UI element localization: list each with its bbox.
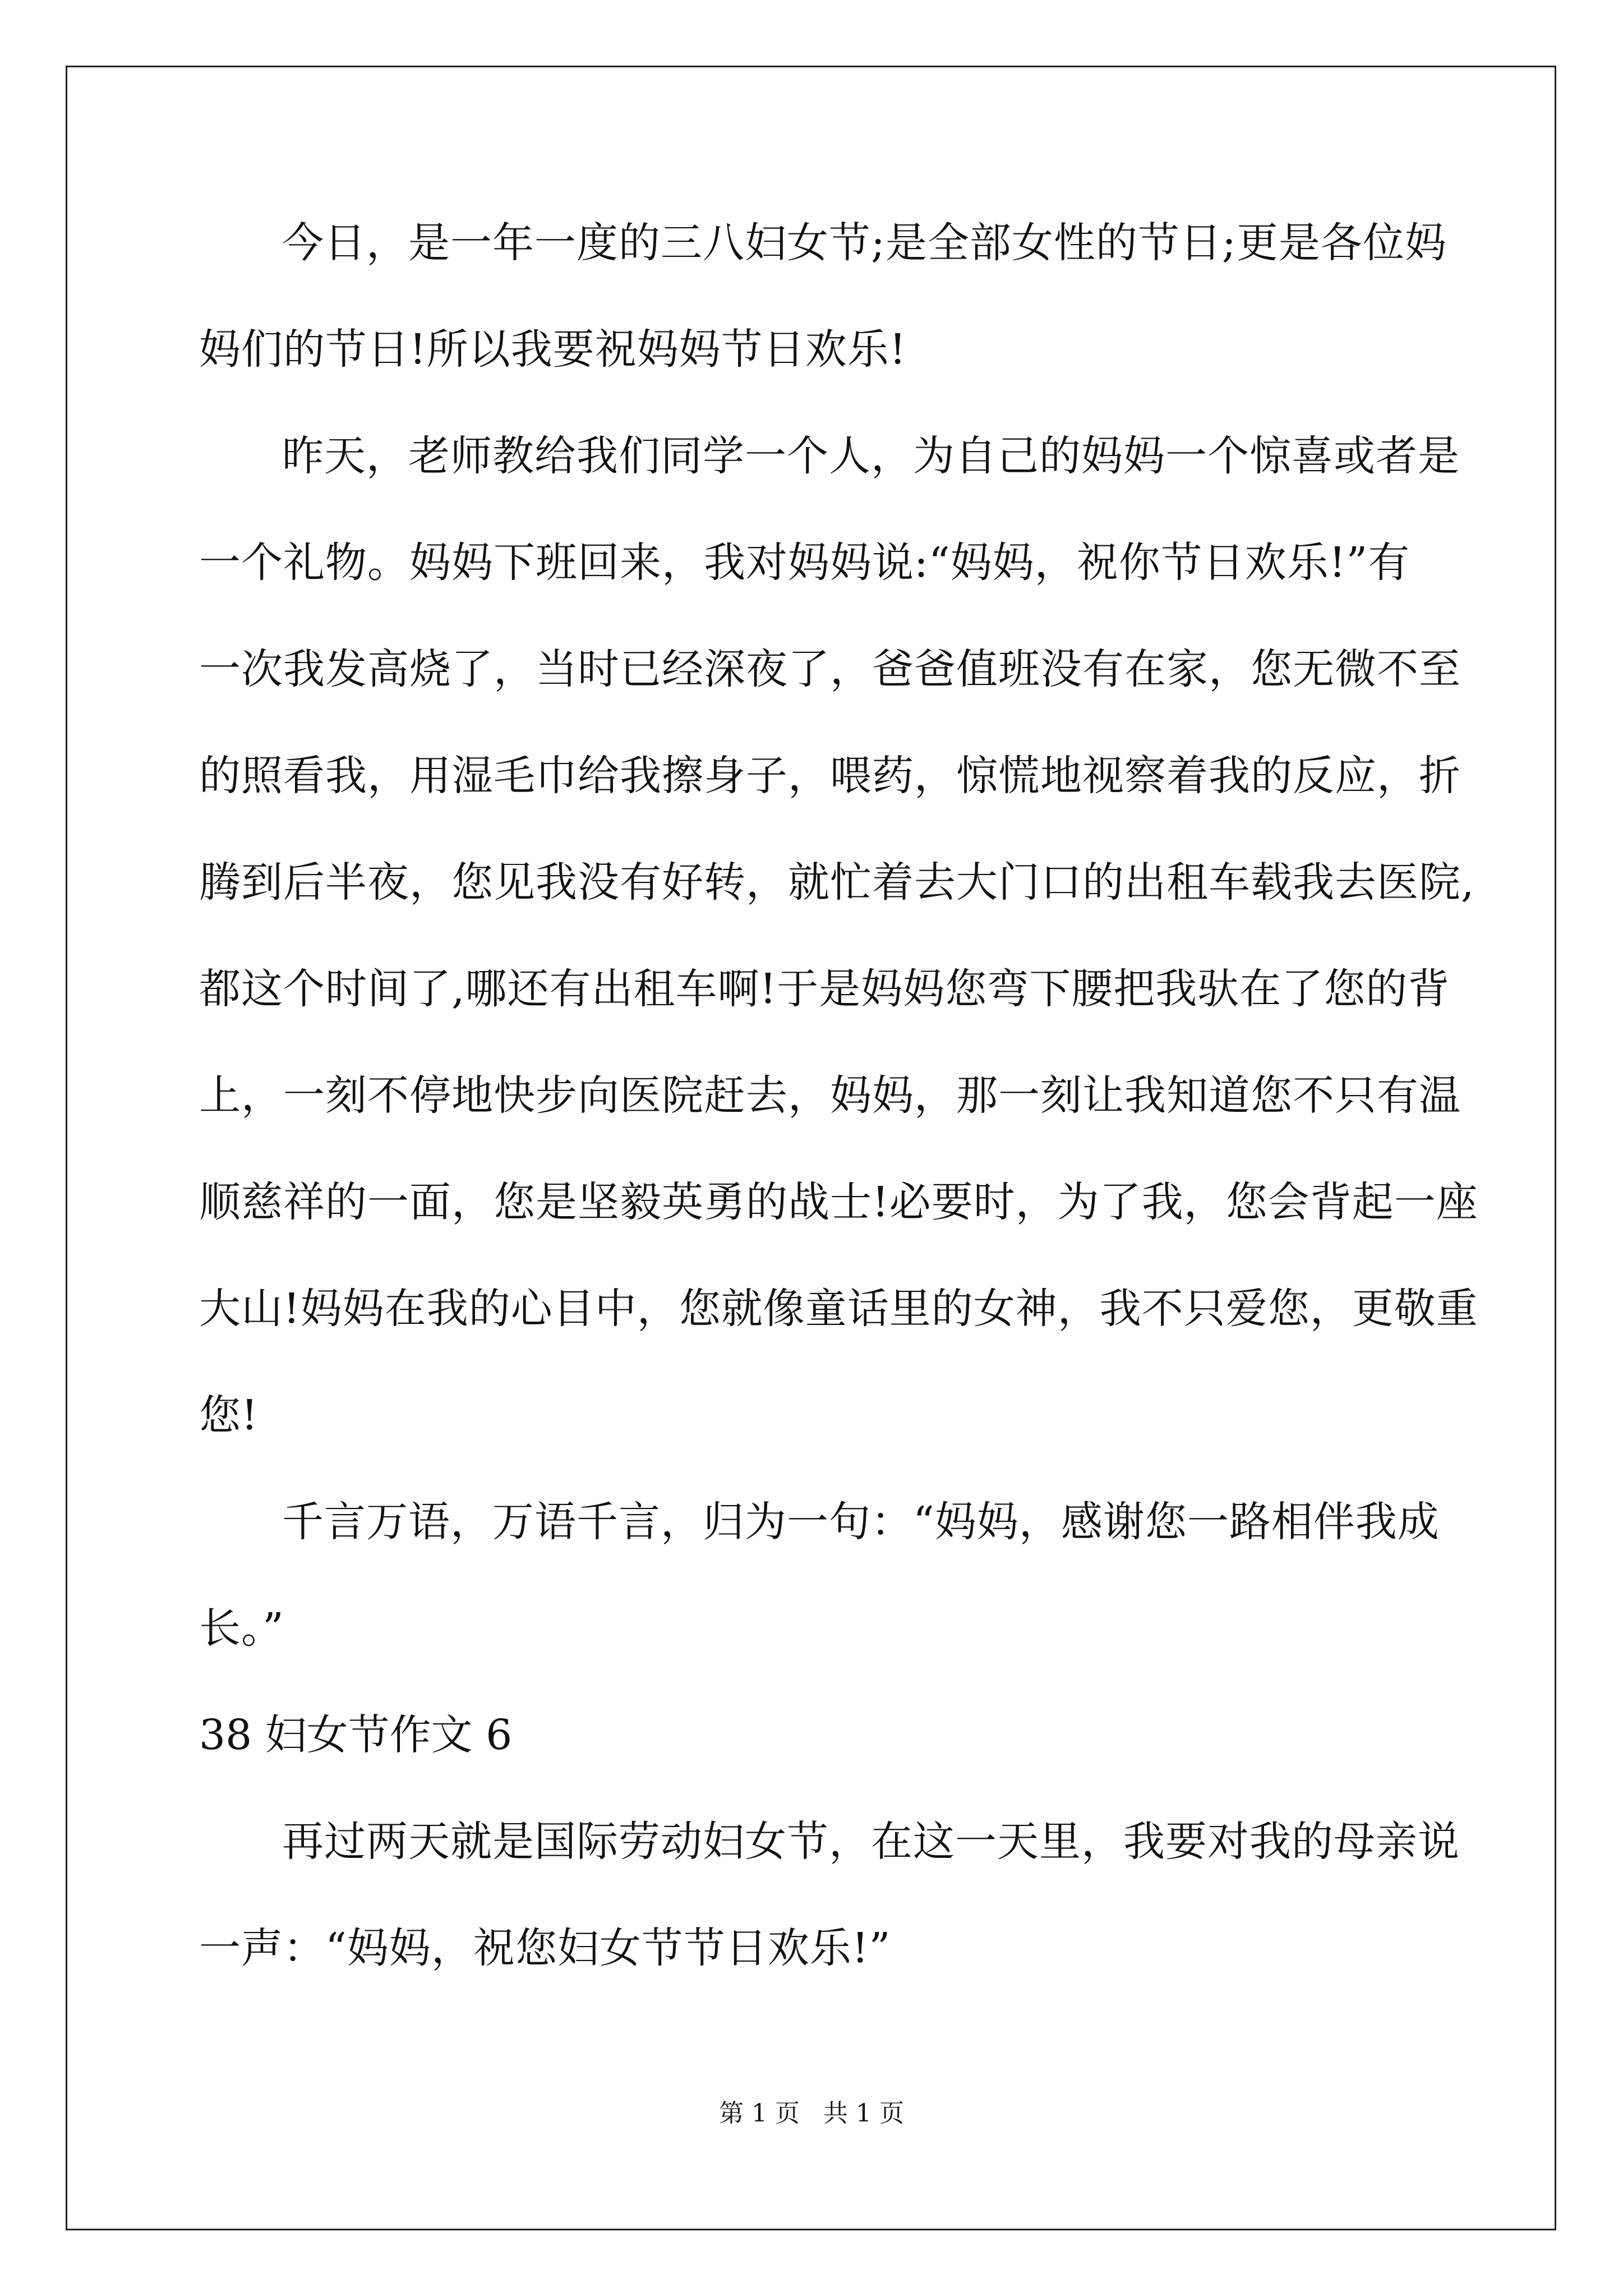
paragraph-4-line-2: 一声：“妈妈，祝您妇女节节日欢乐!” bbox=[199, 1924, 891, 1972]
paragraph-4-line-1: 再过两天就是国际劳动妇女节，在这一天里，我要对我的母亲说 bbox=[282, 1818, 1460, 1866]
paragraph-2-line-1: 昨天，老师教给我们同学一个人，为自己的妈妈一个惊喜或者是 bbox=[282, 432, 1460, 480]
paragraph-2-line-6: 都这个时间了,哪还有出租车啊!于是妈妈您弯下腰把我驮在了您的背 bbox=[199, 965, 1450, 1013]
paragraph-2-line-8: 顺慈祥的一面，您是坚毅英勇的战士!必要时，为了我，您会背起一座 bbox=[199, 1178, 1478, 1226]
paragraph-2-line-7: 上，一刻不停地快步向医院赶去，妈妈，那一刻让我知道您不只有温 bbox=[199, 1071, 1461, 1120]
paragraph-2-line-3: 一次我发高烧了，当时已经深夜了，爸爸值班没有在家，您无微不至 bbox=[199, 645, 1461, 693]
paragraph-2-line-10: 您! bbox=[199, 1391, 259, 1439]
paragraph-2-line-4: 的照看我，用湿毛巾给我擦身子，喂药，惊慌地视察着我的反应，折 bbox=[199, 752, 1461, 800]
paragraph-1-line-2: 妈们的节日!所以我要祝妈妈节日欢乐! bbox=[199, 325, 907, 374]
paragraph-1-line-1: 今日，是一年一度的三八妇女节;是全部女性的节日;更是各位妈 bbox=[282, 219, 1447, 267]
paragraph-3-line-1: 千言万语，万语千言，归为一句：“妈妈，感谢您一路相伴我成 bbox=[282, 1498, 1440, 1546]
page-number-total: 共 1 页 bbox=[823, 2099, 904, 2128]
page-number-current: 第 1 页 bbox=[719, 2099, 800, 2128]
paragraph-3-line-2: 长。” bbox=[199, 1604, 284, 1653]
paragraph-2-line-5: 腾到后半夜，您见我没有好转，就忙着去大门口的出租车载我去医院, bbox=[199, 858, 1475, 907]
page-border bbox=[66, 66, 1556, 2230]
paragraph-2-line-2: 一个礼物。妈妈下班回来，我对妈妈说:“妈妈，祝你节日欢乐!”有 bbox=[199, 539, 1410, 587]
section-heading: 38 妇女节作文 6 bbox=[199, 1711, 513, 1759]
paragraph-2-line-9: 大山!妈妈在我的心目中，您就像童话里的女神，我不只爱您，更敬重 bbox=[199, 1285, 1478, 1333]
page-footer bbox=[0, 2098, 1623, 2129]
